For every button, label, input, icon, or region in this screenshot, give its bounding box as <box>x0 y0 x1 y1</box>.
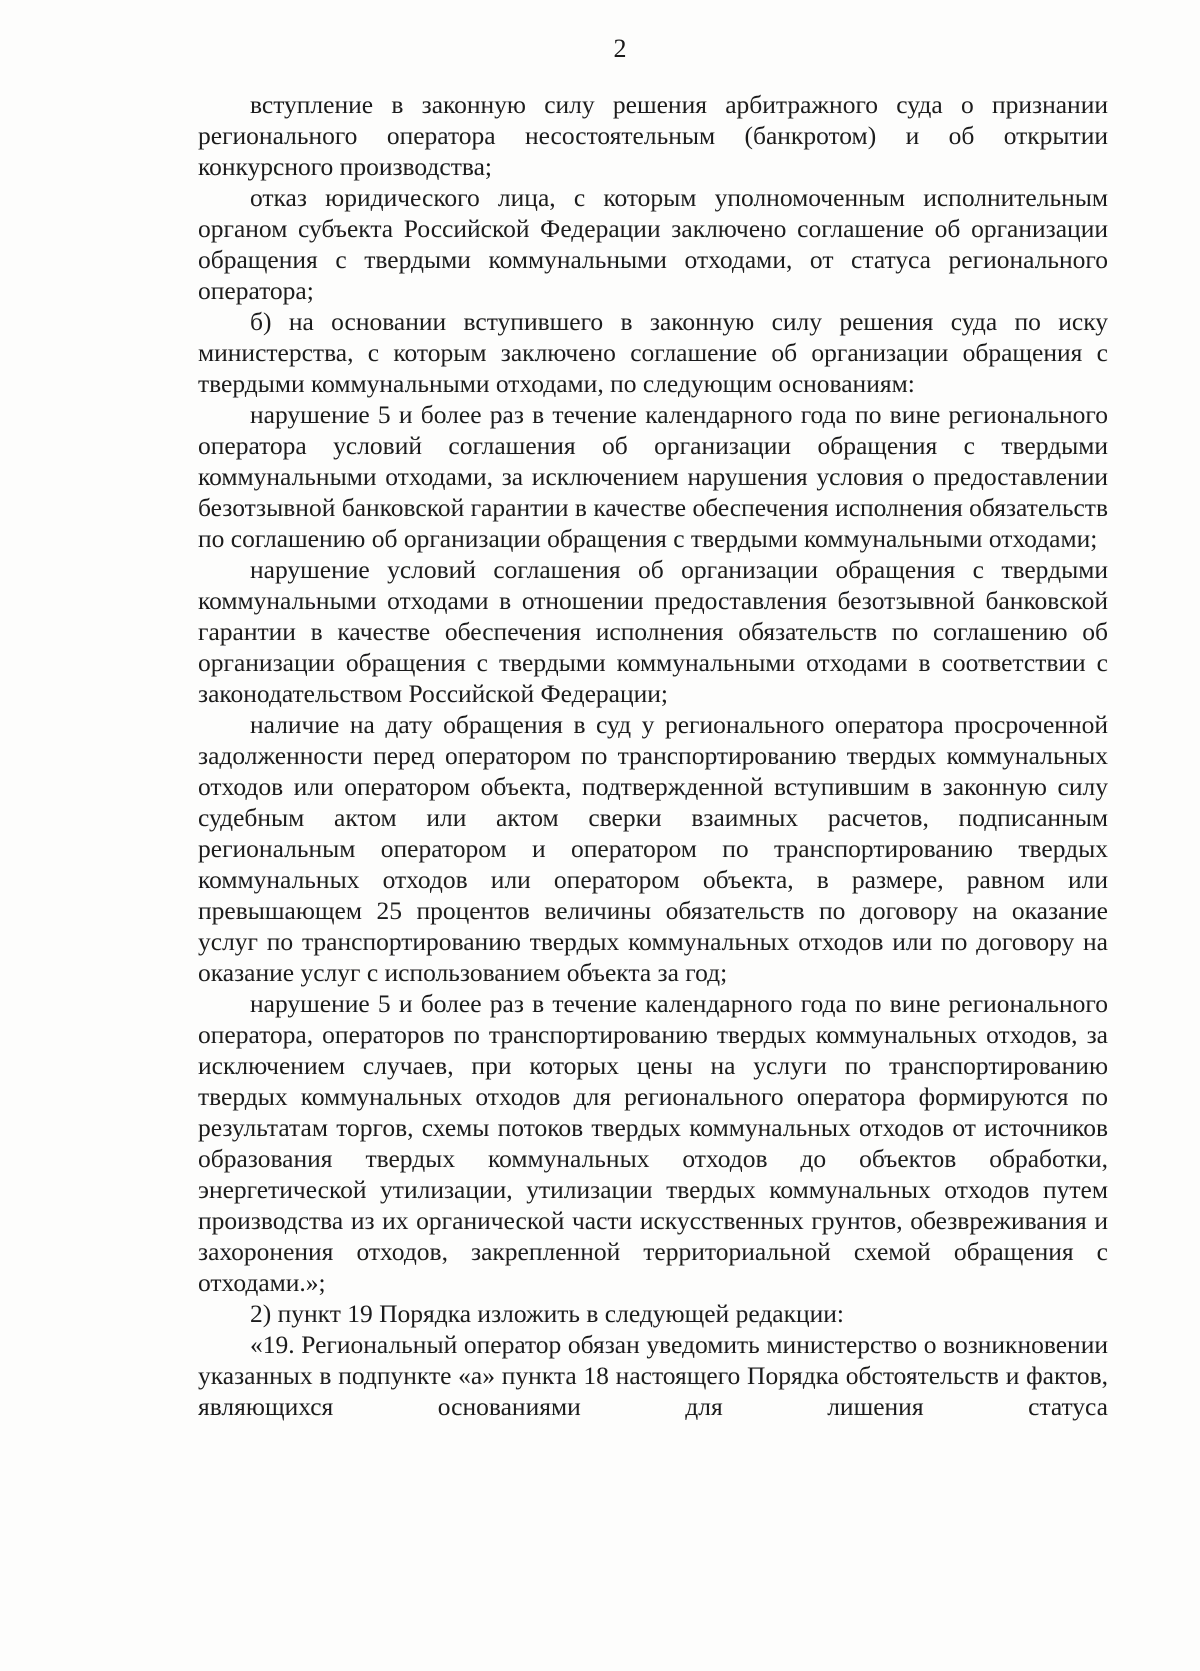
paragraph: вступление в законную силу решения арбитражного суда о признании регионального оператора несостоятельным (банкротом) и об открытии конкурсного производства; <box>198 90 1108 181</box>
paragraph: нарушение 5 и более раз в течение календарного года по вине регионального оператора условий соглашения об организации обращения с твердыми коммунальными отходами, за исключением нарушения условия о предоставлении безотзывной банковской гарантии в качестве обеспечения исполнения обязательств по соглашению об организации обращения с твердыми коммунальными отходами; <box>198 400 1108 553</box>
page-number: 2 <box>613 34 627 63</box>
document-body <box>198 89 1108 1422</box>
paragraph: отказ юридического лица, с которым уполномоченным исполнительным органом субъекта Российской Федерации заключено соглашение об организации обращения с твердыми коммунальными отходами, от статуса регионального оператора; <box>198 183 1108 305</box>
paragraph-last: «19. Региональный оператор обязан уведомить министерство о возникновении указанных в подпункте «а» пункта 18 настоящего Порядка обстоятельств и фактов, являющихся основаниями для лишения статуса <box>198 1330 1108 1421</box>
paragraph: нарушение условий соглашения об организации обращения с твердыми коммунальными отходами в отношении предоставления безотзывной банковской гарантии в качестве обеспечения исполнения обязательств по соглашению об организации обращения с твердыми коммунальными отходами в соответствии с законодательством Российской Федерации; <box>198 555 1108 708</box>
paragraph: наличие на дату обращения в суд у регионального оператора просроченной задолженности перед оператором по транспортированию твердых коммунальных отходов или оператором объекта, подтвержденной вступившим в законную силу судебным актом или актом сверки взаимных расчетов, подписанным региональным оператором и оператором по транспортированию твердых коммунальных отходов или оператором объекта, в размере, равном или превышающем 25 процентов величины обязательств по договору на оказание услуг по транспортированию твердых коммунальных отходов или по договору на оказание услуг с использованием объекта за год; <box>198 710 1108 987</box>
paragraph: нарушение 5 и более раз в течение календарного года по вине регионального оператора, операторов по транспортированию твердых коммунальных отходов, за исключением случаев, при которых цены на услуги по транспортированию твердых коммунальных отходов для регионального оператора формируются по результатам торгов, схемы потоков твердых коммунальных отходов от источников образования твердых коммунальных отходов до объектов обработки, энергетической утилизации, утилизации твердых коммунальных отходов путем производства из их органической части искусственных грунтов, обезвреживания и захоронения отходов, закрепленной территориальной схемой обращения с отходами.»; <box>198 989 1108 1297</box>
paragraph: 2) пункт 19 Порядка изложить в следующей редакции: <box>250 1299 845 1328</box>
paragraph: б) на основании вступившего в законную силу решения суда по иску министерства, с которым заключено соглашение об организации обращения с твердыми коммунальными отходами, по следующим основаниям: <box>198 307 1108 398</box>
